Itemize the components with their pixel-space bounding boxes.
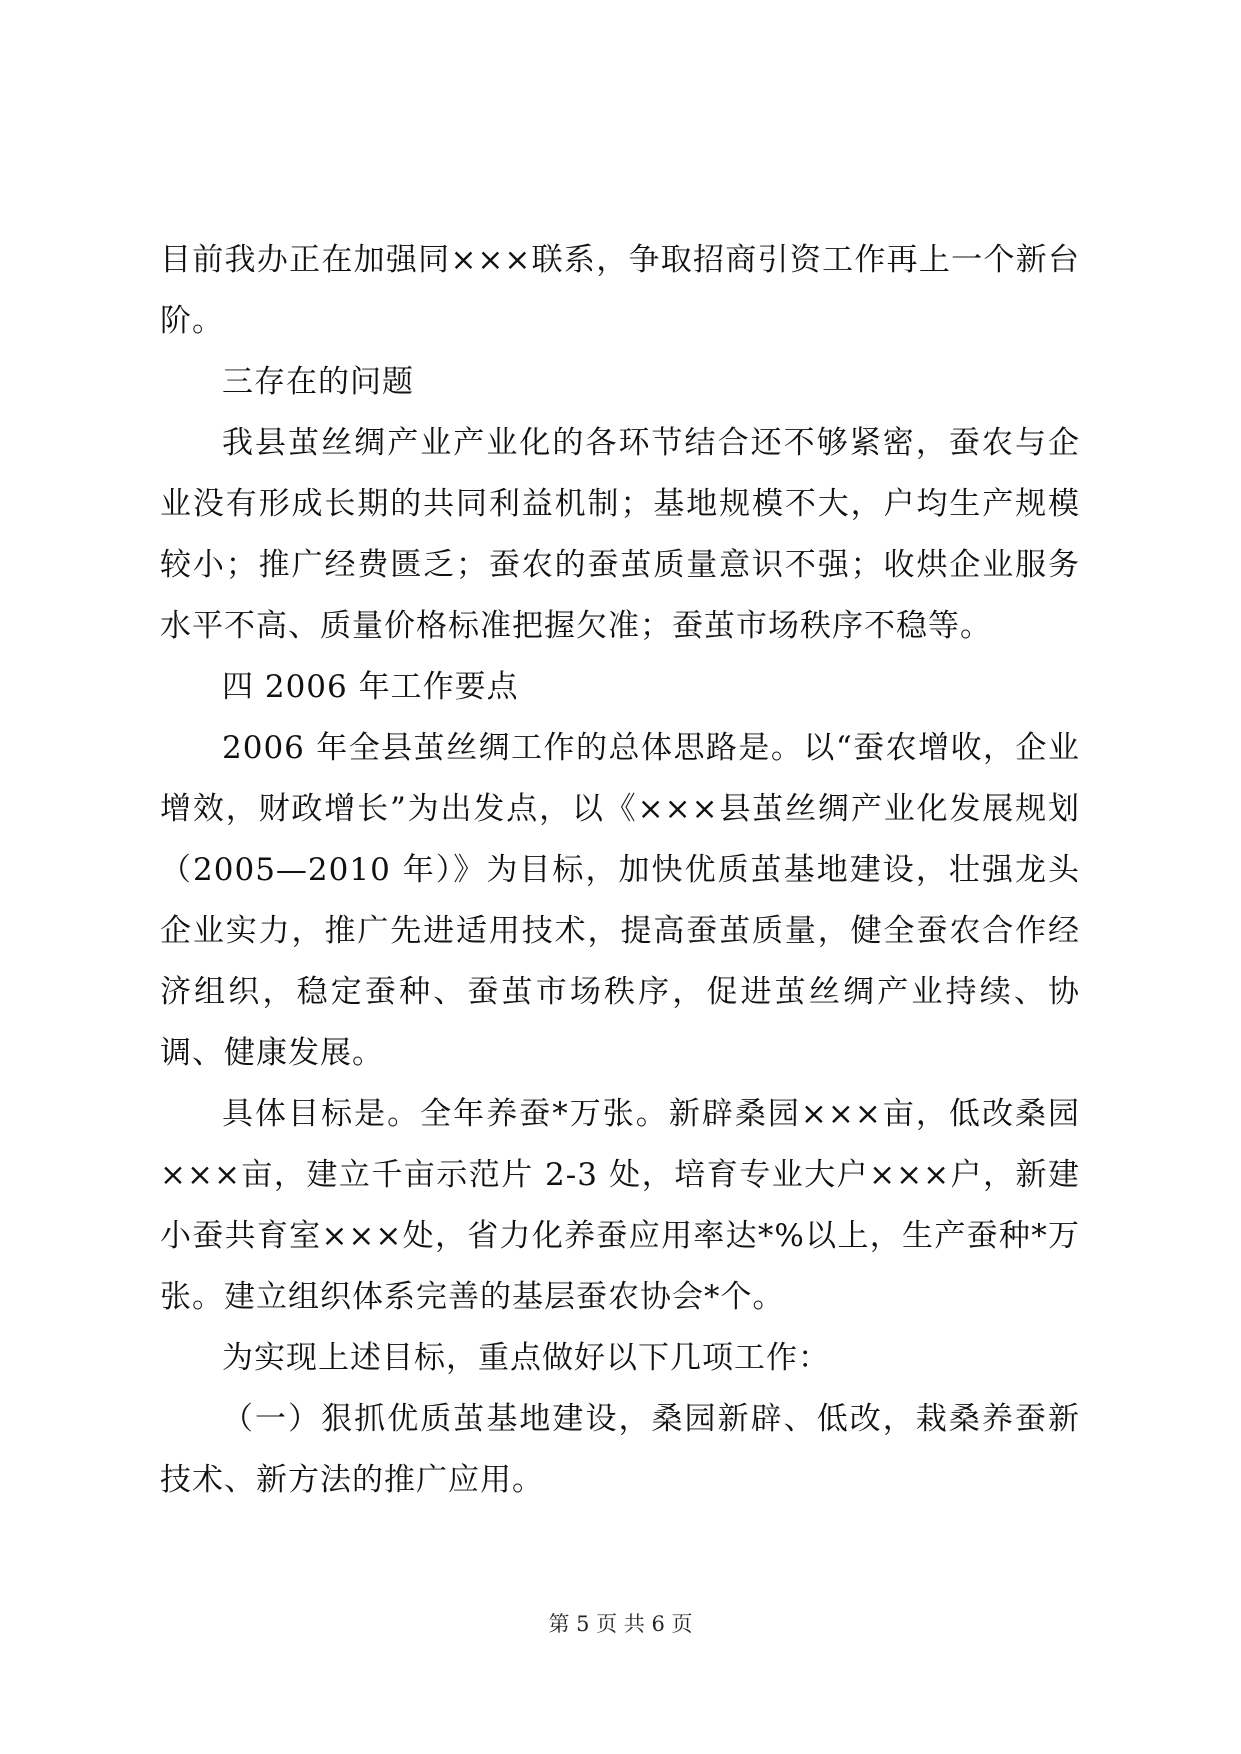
section-heading-problems: 三存在的问题 xyxy=(222,364,414,400)
section-heading-2006-work: 四 2006 年工作要点 xyxy=(222,669,519,705)
page-number-label: 第 5 页 共 6 页 xyxy=(548,1612,693,1636)
document-body xyxy=(160,230,1080,1511)
paragraph-item-one: （一）狠抓优质茧基地建设，桑园新辟、低改，栽桑养蚕新技术、新方法的推广应用。 xyxy=(160,1401,1080,1498)
page-footer xyxy=(0,1608,1241,1638)
paragraph-specific-goals: 具体目标是。全年养蚕*万张。新辟桑园×××亩，低改桑园×××亩，建立千亩示范片 2-3 处，培育专业大户×××户，新建小蚕共育室×××处，省力化养蚕应用率达*%以上，生产蚕种*万张。建立组织体系完善的基层蚕农协会*个。 xyxy=(160,1096,1080,1315)
paragraph-key-work-intro: 为实现上述目标，重点做好以下几项工作： xyxy=(222,1340,830,1376)
paragraph-problems: 我县茧丝绸产业产业化的各环节结合还不够紧密，蚕农与企业没有形成长期的共同利益机制；基地规模不大，户均生产规模较小；推广经费匮乏；蚕农的蚕茧质量意识不强；收烘企业服务水平不高、质量价格标准把握欠准；蚕茧市场秩序不稳等。 xyxy=(160,425,1080,644)
paragraph-continuation: 目前我办正在加强同×××联系，争取招商引资工作再上一个新台阶。 xyxy=(160,242,1080,339)
paragraph-overall-approach: 2006 年全县茧丝绸工作的总体思路是。以“蚕农增收，企业增效，财政增长”为出发点，以《×××县茧丝绸产业化发展规划（2005—2010 年）》为目标，加快优质茧基地建设，壮强龙头企业实力，推广先进适用技术，提高蚕茧质量，健全蚕农合作经济组织，稳定蚕种、蚕茧市场秩序，促进茧丝绸产业持续、协调、健康发展。 xyxy=(160,730,1080,1071)
